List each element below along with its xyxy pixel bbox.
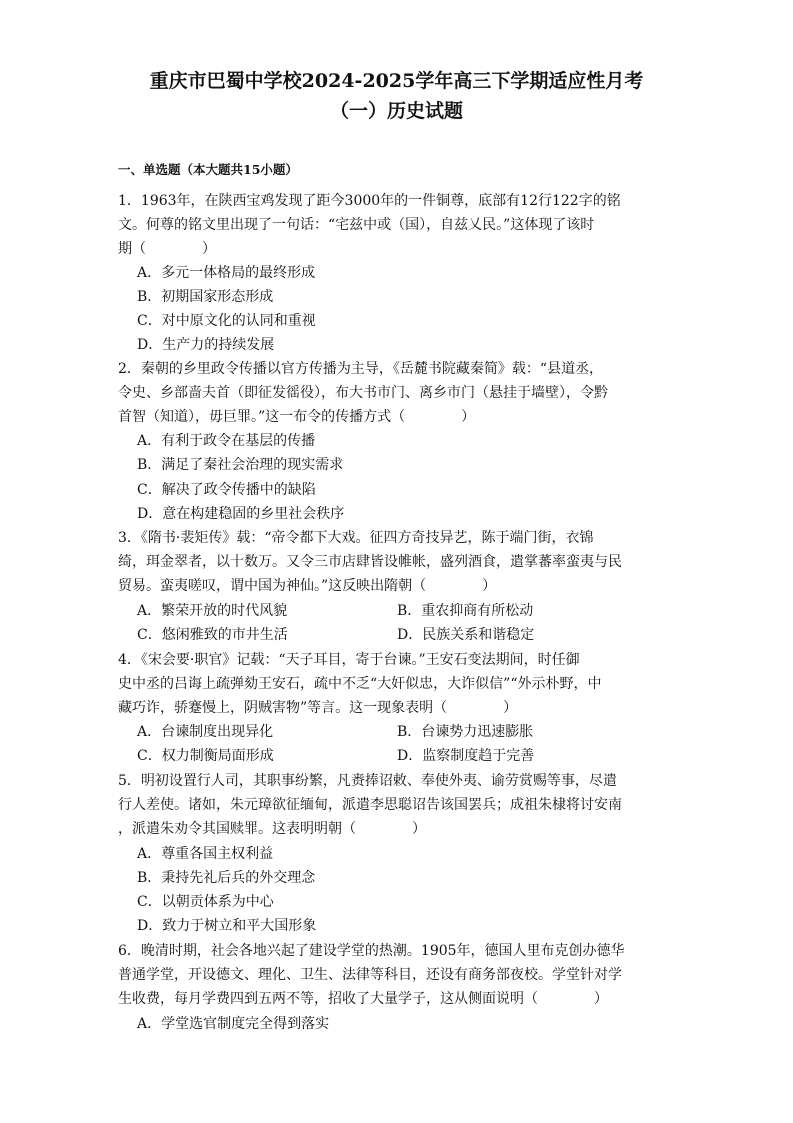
question-5-option-a: A．尊重各国主权利益 bbox=[137, 846, 274, 862]
question-3-option-c: C．悠闲雅致的市井生活 bbox=[137, 627, 288, 643]
question-4-option-a: A．台谏制度出现异化 bbox=[137, 724, 274, 740]
question-1-option-a: A．多元一体格局的最终形成 bbox=[137, 265, 316, 281]
question-6-line-3: 生收费，每月学费四到五两不等，招收了大量学子，这从侧面说明（ ） bbox=[118, 991, 608, 1007]
question-1-line-3: 期（ ） bbox=[118, 241, 216, 257]
question-1-option-d: D．生产力的持续发展 bbox=[137, 337, 275, 353]
question-3-option-a: A．繁荣开放的时代风貌 bbox=[137, 603, 288, 619]
question-5-option-c: C．以朝贡体系为中心 bbox=[137, 894, 274, 910]
question-4-option-d: D．监察制度趋于完善 bbox=[397, 748, 535, 764]
question-1-option-c: C．对中原文化的认同和重视 bbox=[137, 313, 316, 329]
question-2-option-d: D．意在构建稳固的乡里社会秩序 bbox=[137, 506, 345, 522]
question-4-option-c: C．权力制衡局面形成 bbox=[137, 748, 274, 764]
question-3-option-b: B．重农抑商有所松动 bbox=[397, 603, 534, 619]
question-1-line-2: 文。何尊的铭文里出现了一句话：“宅兹中或（国），自兹乂民。”这体现了该时 bbox=[118, 217, 595, 233]
question-2-line-3: 首智（知道），毋巨罪。”这一布令的传播方式（ ） bbox=[118, 409, 476, 425]
question-3-line-1: 3．《隋书·裴矩传》载：“帝令都下大戏。征四方奇技异艺，陈于端门街，衣锦 bbox=[118, 530, 594, 546]
question-6-option-a: A．学堂选官制度完全得到落实 bbox=[137, 1016, 330, 1032]
question-6-line-2: 普通学堂，开设德文、理化、卫生、法律等科目，还设有商务部夜校。学堂针对学 bbox=[118, 967, 622, 983]
question-5-line-1: 5．明初设置行人司，其职事纷繁，凡赉捧诏敕、奉使外夷、谕劳赏赐等事，尽遣 bbox=[118, 773, 617, 789]
question-5-option-d: D．致力于树立和平大国形象 bbox=[137, 918, 317, 934]
page-title-line-1: 重庆市巴蜀中学校2024-2025学年高三下学期适应性月考 bbox=[149, 70, 644, 92]
question-4-line-1: 4．《宋会要·职官》记载：“天子耳目，寄于台谏。”王安石变法期间，时任御 bbox=[118, 652, 580, 668]
question-2-line-1: 2．秦朝的乡里政令传播以官方传播为主导，《岳麓书院藏秦简》载：“县道丞， bbox=[118, 361, 604, 377]
question-2-option-b: B．满足了秦社会治理的现实需求 bbox=[137, 457, 344, 473]
question-2-option-c: C．解决了政令传播中的缺陷 bbox=[137, 482, 316, 498]
question-1-option-b: B．初期国家形态形成 bbox=[137, 289, 274, 305]
page-title-line-2: （一）历史试题 bbox=[329, 100, 463, 122]
question-3-option-d: D．民族关系和谐稳定 bbox=[397, 627, 535, 643]
section-heading: 一、单选题（本大题共15小题） bbox=[118, 162, 298, 177]
question-1-line-1: 1．1963年，在陕西宝鸡发现了距今3000年的一件铜尊，底部有12行122字的铭 bbox=[118, 193, 621, 209]
question-6-line-1: 6．晚清时期，社会各地兴起了建设学堂的热潮。1905年，德国人里布克创办德华 bbox=[118, 943, 625, 959]
question-2-line-2: 令史、乡部啬夫首（即征发徭役），布大书市门、离乡市门（悬挂于墙壁），令黔 bbox=[118, 385, 608, 401]
question-5-line-2: 行人差使。诸如，朱元璋欲征缅甸，派遣李思聪诏告该国罢兵；成祖朱棣将讨安南 bbox=[118, 797, 622, 813]
question-5-line-3: ，派遣朱劝令其国赎罪。这表明明朝（ ） bbox=[118, 821, 426, 837]
question-2-option-a: A．有利于政令在基层的传播 bbox=[137, 433, 316, 449]
question-4-line-2: 史中丞的吕诲上疏弹劾王安石，疏中不乏“大奸似忠，大诈似信”“外示朴野，中 bbox=[118, 676, 602, 692]
question-4-line-3: 藏巧诈，骄蹇慢上，阴贼害物”等言。这一现象表明（ ） bbox=[118, 700, 518, 716]
question-5-option-b: B．秉持先礼后兵的外交理念 bbox=[137, 870, 316, 886]
question-3-line-3: 贸易。蛮夷嗟叹，谓中国为神仙。”这反映出隋朝（ ） bbox=[118, 578, 497, 594]
question-4-option-b: B．台谏势力迅速膨胀 bbox=[397, 724, 534, 740]
question-3-line-2: 绮，珥金翠者，以十数万。又令三市店肆皆设帷帐，盛列酒食，遣掌蕃率蛮夷与民 bbox=[118, 554, 622, 570]
